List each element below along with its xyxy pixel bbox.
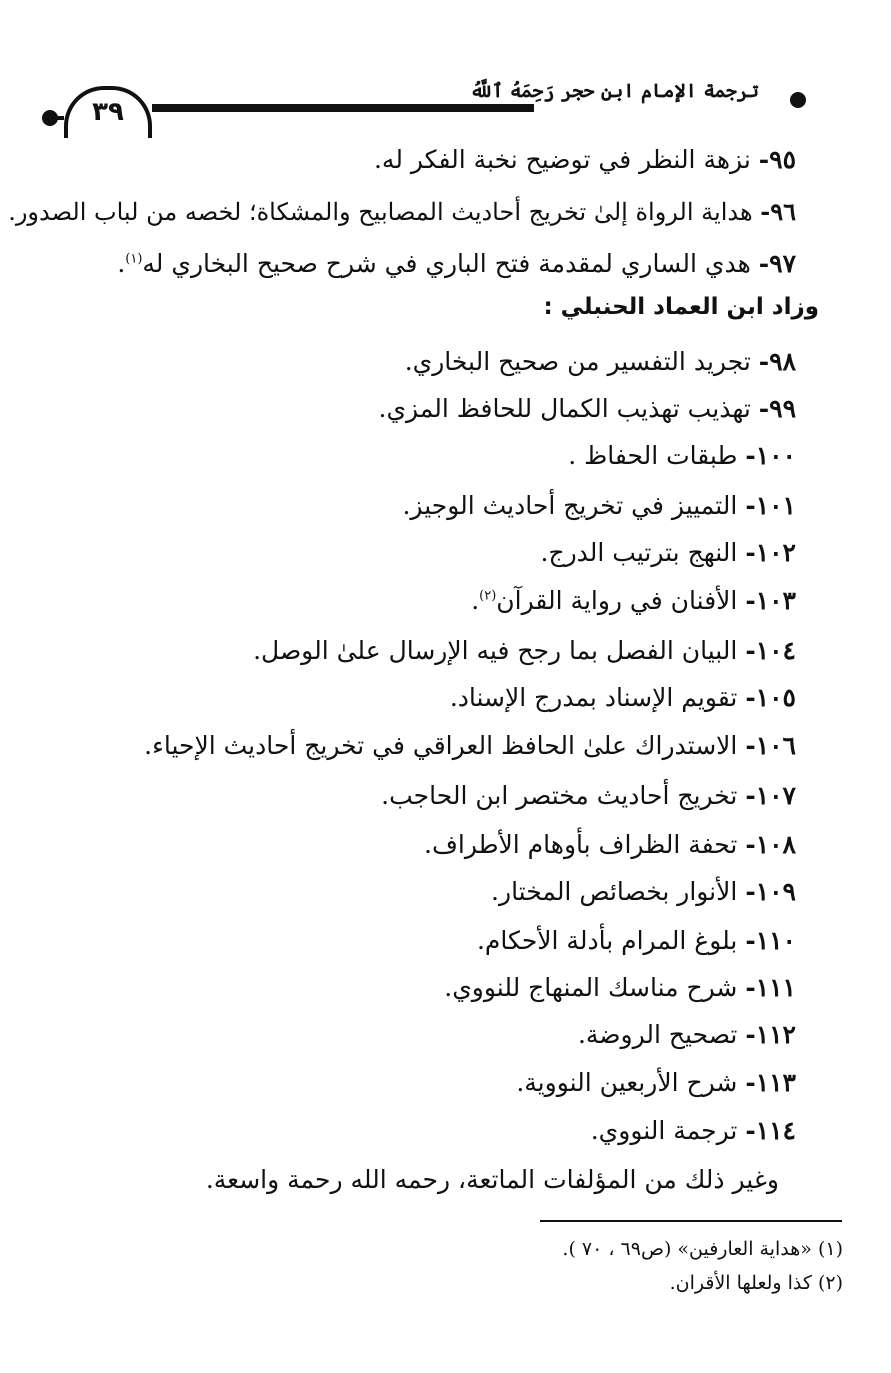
list-item <box>541 535 797 571</box>
page-number: ٣٩ <box>92 97 124 127</box>
item-number: ١٠١- <box>745 491 796 520</box>
list-item <box>444 970 796 1006</box>
item-text: الاستدراك علىٰ الحافظ العراقي في تخريج أحاديث الإحياء. <box>144 731 738 760</box>
footnote-ref: (٢) <box>479 588 497 604</box>
item-number: ١٠٦- <box>745 731 796 760</box>
item-end: . <box>117 249 126 278</box>
item-end: . <box>471 586 480 615</box>
list-item <box>8 194 796 230</box>
footnote-separator <box>540 1220 842 1222</box>
item-text: الأفنان في رواية القرآن <box>496 586 738 615</box>
item-text: التمييز في تخريج أحاديث الوجيز. <box>402 491 738 520</box>
item-number: ١١٠- <box>745 926 796 955</box>
item-text: تقويم الإسناد بمدرج الإسناد. <box>449 683 738 712</box>
item-text: تخريج أحاديث مختصر ابن الحاجب. <box>381 781 738 810</box>
closing-paragraph: وغير ذلك من المؤلفات الماتعة، رحمه الله رحمة واسعة. <box>205 1165 779 1194</box>
item-text: هدي الساري لمقدمة فتح الباري في شرح صحيح البخاري له <box>142 249 751 278</box>
item-text: تحفة الظراف بأوهام الأطراف. <box>424 830 738 859</box>
footnote: (٢) كذا ولعلها الأقران. <box>669 1272 843 1294</box>
item-text: ترجمة النووي. <box>590 1116 738 1145</box>
list-item <box>253 633 796 669</box>
list-item <box>374 142 796 178</box>
item-text: شرح مناسك المنهاج للنووي. <box>444 973 738 1002</box>
section-subheading: وزاد ابن العماد الحنبلي : <box>543 294 819 320</box>
list-item <box>381 778 796 814</box>
item-number: ١٠٣- <box>745 586 796 615</box>
list-item <box>568 438 796 474</box>
item-text: الأنوار بخصائص المختار. <box>491 877 738 906</box>
list-item <box>491 874 796 910</box>
page-number-tab <box>64 86 152 138</box>
footnote-ref: (١) <box>125 251 143 267</box>
item-text: بلوغ المرام بأدلة الأحكام. <box>476 926 738 955</box>
list-item <box>424 827 796 863</box>
item-text: تصحيح الروضة. <box>577 1020 738 1049</box>
footnote: (١) «هداية العارفين» (ص٦٩ ، ٧٠ ). <box>562 1238 843 1260</box>
item-number: ١٠٥- <box>745 683 796 712</box>
item-text: تهذيب تهذيب الكمال للحافظ المزي. <box>378 394 751 423</box>
item-text: طبقات الحفاظ . <box>568 441 738 470</box>
list-item <box>578 1017 796 1053</box>
list-item <box>405 344 796 380</box>
item-text: النهج بترتيب الدرج. <box>540 538 738 567</box>
item-number: ٩٨- <box>758 347 796 376</box>
list-item <box>471 583 796 619</box>
list-item <box>516 1065 796 1101</box>
list-item <box>379 391 796 427</box>
list-item <box>117 246 796 282</box>
item-number: ٩٧- <box>758 249 796 278</box>
list-item <box>477 923 796 959</box>
ornament-dot-right <box>790 92 806 108</box>
header-rule <box>152 104 534 112</box>
item-number: ١١٣- <box>745 1068 796 1097</box>
header-rule-left <box>52 116 64 120</box>
list-item <box>402 488 796 524</box>
list-item <box>450 680 796 716</box>
item-number: ١٠٠- <box>745 441 796 470</box>
item-number: ٩٥- <box>758 145 796 174</box>
item-text: هداية الرواة إلىٰ تخريج أحاديث المصابيح والمشكاة؛ لخصه من لباب الصدور. <box>8 198 753 226</box>
running-title: ترجمة الإمام ابن حجر رَحِمَهُ ٱللَّهُ <box>469 80 759 102</box>
item-number: ١١١- <box>745 973 796 1002</box>
item-number: ٩٦- <box>760 197 796 226</box>
item-number: ١٠٤- <box>745 636 796 665</box>
item-number: ١٠٢- <box>745 538 796 567</box>
item-number: ١٠٩- <box>745 877 796 906</box>
item-text: شرح الأربعين النووية. <box>516 1068 738 1097</box>
page-header <box>0 0 891 150</box>
item-number: ١١٢- <box>745 1020 796 1049</box>
item-number: ٩٩- <box>758 394 796 423</box>
item-number: ١٠٧- <box>745 781 796 810</box>
item-text: البيان الفصل بما رجح فيه الإرسال علىٰ الوصل. <box>253 636 738 665</box>
item-number: ١٠٨- <box>745 830 796 859</box>
item-text: تجريد التفسير من صحيح البخاري. <box>404 347 751 376</box>
item-text: نزهة النظر في توضيح نخبة الفكر له. <box>373 145 751 174</box>
item-number: ١١٤- <box>745 1116 796 1145</box>
list-item <box>144 728 796 764</box>
list-item <box>591 1113 796 1149</box>
